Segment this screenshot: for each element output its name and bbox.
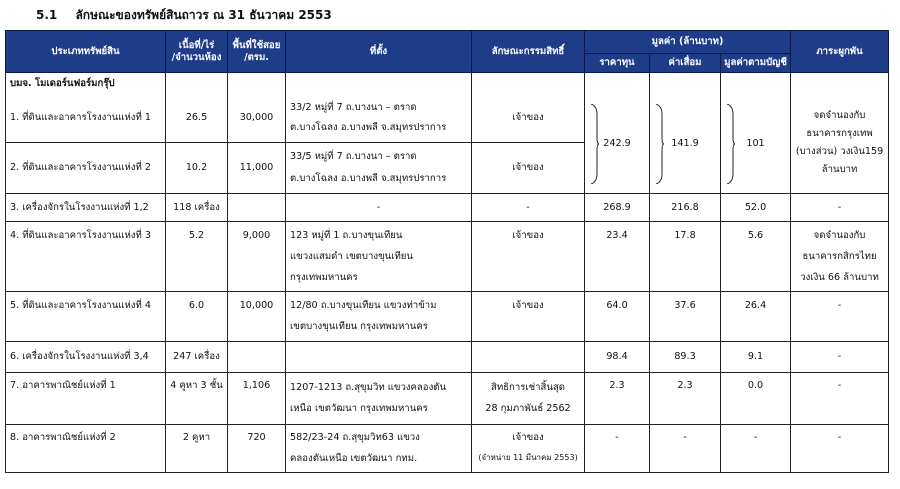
header-ownership: ลักษณะกรรมสิทธิ์ xyxy=(472,31,585,73)
area: 10.2 xyxy=(166,142,228,193)
header-asset-type: ประเภททรัพย์สิน xyxy=(6,31,166,73)
location: 33/5 หมู่ที่ 7 ถ.บางนา – ตราด ต.บางโฉลง อ.บางพลี จ.สมุทรปราการ xyxy=(286,142,472,193)
cost: 64.0 xyxy=(585,291,650,341)
ownership: เจ้าของ xyxy=(472,291,585,341)
area: 4 คูหา 3 ชั้น xyxy=(166,372,228,424)
usable-area: 10,000 xyxy=(228,291,286,341)
location xyxy=(286,341,472,372)
book-value: 0.0 xyxy=(721,372,791,424)
group-row xyxy=(6,73,889,95)
asset-type: 5. ที่ดินและอาคารโรงงานแห่งที่ 4 xyxy=(6,291,166,341)
usable-area: 11,000 xyxy=(228,142,286,193)
book-value: 52.0 xyxy=(721,193,791,221)
ownership: เจ้าของ xyxy=(472,142,585,193)
location: 1207-1213 ถ.สุขุมวิท แขวงคลองตัน เหนือ เขตวัฒนา กรุงเทพมหานคร xyxy=(286,372,472,424)
header-obligation: ภาระผูกพัน xyxy=(791,31,889,73)
depreciation: - xyxy=(650,424,721,472)
ownership xyxy=(472,341,585,372)
obligation: จดจำนองกับ ธนาคารกสิกรไทย วงเงิน 66 ล้านบาท xyxy=(791,221,889,291)
usable-area: 30,000 xyxy=(228,94,286,142)
table-row xyxy=(6,372,889,424)
asset-type: 2. ที่ดินและอาคารโรงงานแห่งที่ 2 xyxy=(6,142,166,193)
left-brace-icon xyxy=(654,104,664,184)
usable-area: 720 xyxy=(228,424,286,472)
depreciation: 2.3 xyxy=(650,372,721,424)
cost: 268.9 xyxy=(585,193,650,221)
header-depreciation: ค่าเสื่อม xyxy=(650,54,721,73)
usable-area xyxy=(228,193,286,221)
location: 582/23-24 ถ.สุขุมวิท63 แขวง คลองตันเหนือ เขตวัฒนา กทม. xyxy=(286,424,472,472)
section-number: 5.1 xyxy=(36,8,58,22)
section-title xyxy=(36,6,332,25)
header-book-value: มูลค่าตามบัญชี xyxy=(721,54,791,73)
ownership: เจ้าของ (จำหน่าย 11 มีนาคม 2553) xyxy=(472,424,585,472)
merged-depreciation: 141.9 xyxy=(650,94,721,193)
section-heading: ลักษณะของทรัพย์สินถาวร ณ 31 ธันวาคม 2553 xyxy=(75,8,332,22)
asset-type: 6. เครื่องจักรในโรงงานแห่งที่ 3,4 xyxy=(6,341,166,372)
header-row-1 xyxy=(6,31,889,54)
obligation: - xyxy=(791,193,889,221)
location: 12/80 ถ.บางขุนเทียน แขวงท่าข้าม เขตบางขุนเทียน กรุงเทพมหานคร xyxy=(286,291,472,341)
area: 247 เครื่อง xyxy=(166,341,228,372)
cost: 23.4 xyxy=(585,221,650,291)
book-value: 26.4 xyxy=(721,291,791,341)
table-row xyxy=(6,193,889,221)
table-row xyxy=(6,291,889,341)
area: 26.5 xyxy=(166,94,228,142)
book-value: 5.6 xyxy=(721,221,791,291)
left-brace-icon xyxy=(725,104,735,184)
header-usable-area: พื้นที่ใช้สอย /ตรม. xyxy=(228,31,286,73)
usable-area xyxy=(228,341,286,372)
merged-book-value: 101 xyxy=(721,94,791,193)
ownership: เจ้าของ xyxy=(472,221,585,291)
obligation: - xyxy=(791,424,889,472)
depreciation: 216.8 xyxy=(650,193,721,221)
asset-type: 1. ที่ดินและอาคารโรงงานแห่งที่ 1 xyxy=(6,94,166,142)
header-area: เนื้อที่/ไร่ /จำนวนห้อง xyxy=(166,31,228,73)
header-cost: ราคาทุน xyxy=(585,54,650,73)
location: 123 หมู่ที่ 1 ถ.บางขุนเทียน แขวงแสมดำ เขตบางขุนเทียน กรุงเทพมหานคร xyxy=(286,221,472,291)
group-label: บมจ. โมเดอร์นฟอร์มกรุ๊ป xyxy=(6,73,166,95)
area: 6.0 xyxy=(166,291,228,341)
table-row xyxy=(6,341,889,372)
ownership: - xyxy=(472,193,585,221)
asset-type: 3. เครื่องจักรในโรงงานแห่งที่ 1,2 xyxy=(6,193,166,221)
asset-type: 7. อาคารพาณิชย์แห่งที่ 1 xyxy=(6,372,166,424)
book-value: - xyxy=(721,424,791,472)
area: 2 คูหา xyxy=(166,424,228,472)
location: 33/2 หมู่ที่ 7 ถ.บางนา – ตราด ต.บางโฉลง อ.บางพลี จ.สมุทรปราการ xyxy=(286,94,472,142)
merged-cost: 242.9 xyxy=(585,94,650,193)
book-value: 9.1 xyxy=(721,341,791,372)
cost: 98.4 xyxy=(585,341,650,372)
asset-type: 4. ที่ดินและอาคารโรงงานแห่งที่ 3 xyxy=(6,221,166,291)
usable-area: 9,000 xyxy=(228,221,286,291)
location: - xyxy=(286,193,472,221)
depreciation: 17.8 xyxy=(650,221,721,291)
obligation: - xyxy=(791,372,889,424)
table-row xyxy=(6,424,889,472)
ownership: สิทธิการเช่าสิ้นสุด 28 กุมภาพันธ์ 2562 xyxy=(472,372,585,424)
area: 118 เครื่อง xyxy=(166,193,228,221)
table-row xyxy=(6,221,889,291)
cost: - xyxy=(585,424,650,472)
fixed-assets-table xyxy=(5,30,889,473)
header-value-group: มูลค่า (ล้านบาท) xyxy=(585,31,791,54)
merged-obligation: จดจำนองกับ ธนาคารกรุงเทพ (บางส่วน) วงเงิน159 ล้านบาท xyxy=(791,94,889,193)
cost: 2.3 xyxy=(585,372,650,424)
area: 5.2 xyxy=(166,221,228,291)
asset-type: 8. อาคารพาณิชย์แห่งที่ 2 xyxy=(6,424,166,472)
depreciation: 37.6 xyxy=(650,291,721,341)
obligation: - xyxy=(791,291,889,341)
depreciation: 89.3 xyxy=(650,341,721,372)
ownership: เจ้าของ xyxy=(472,94,585,142)
obligation: - xyxy=(791,341,889,372)
table-row xyxy=(6,94,889,142)
usable-area: 1,106 xyxy=(228,372,286,424)
header-location: ที่ตั้ง xyxy=(286,31,472,73)
left-brace-icon xyxy=(589,104,599,184)
